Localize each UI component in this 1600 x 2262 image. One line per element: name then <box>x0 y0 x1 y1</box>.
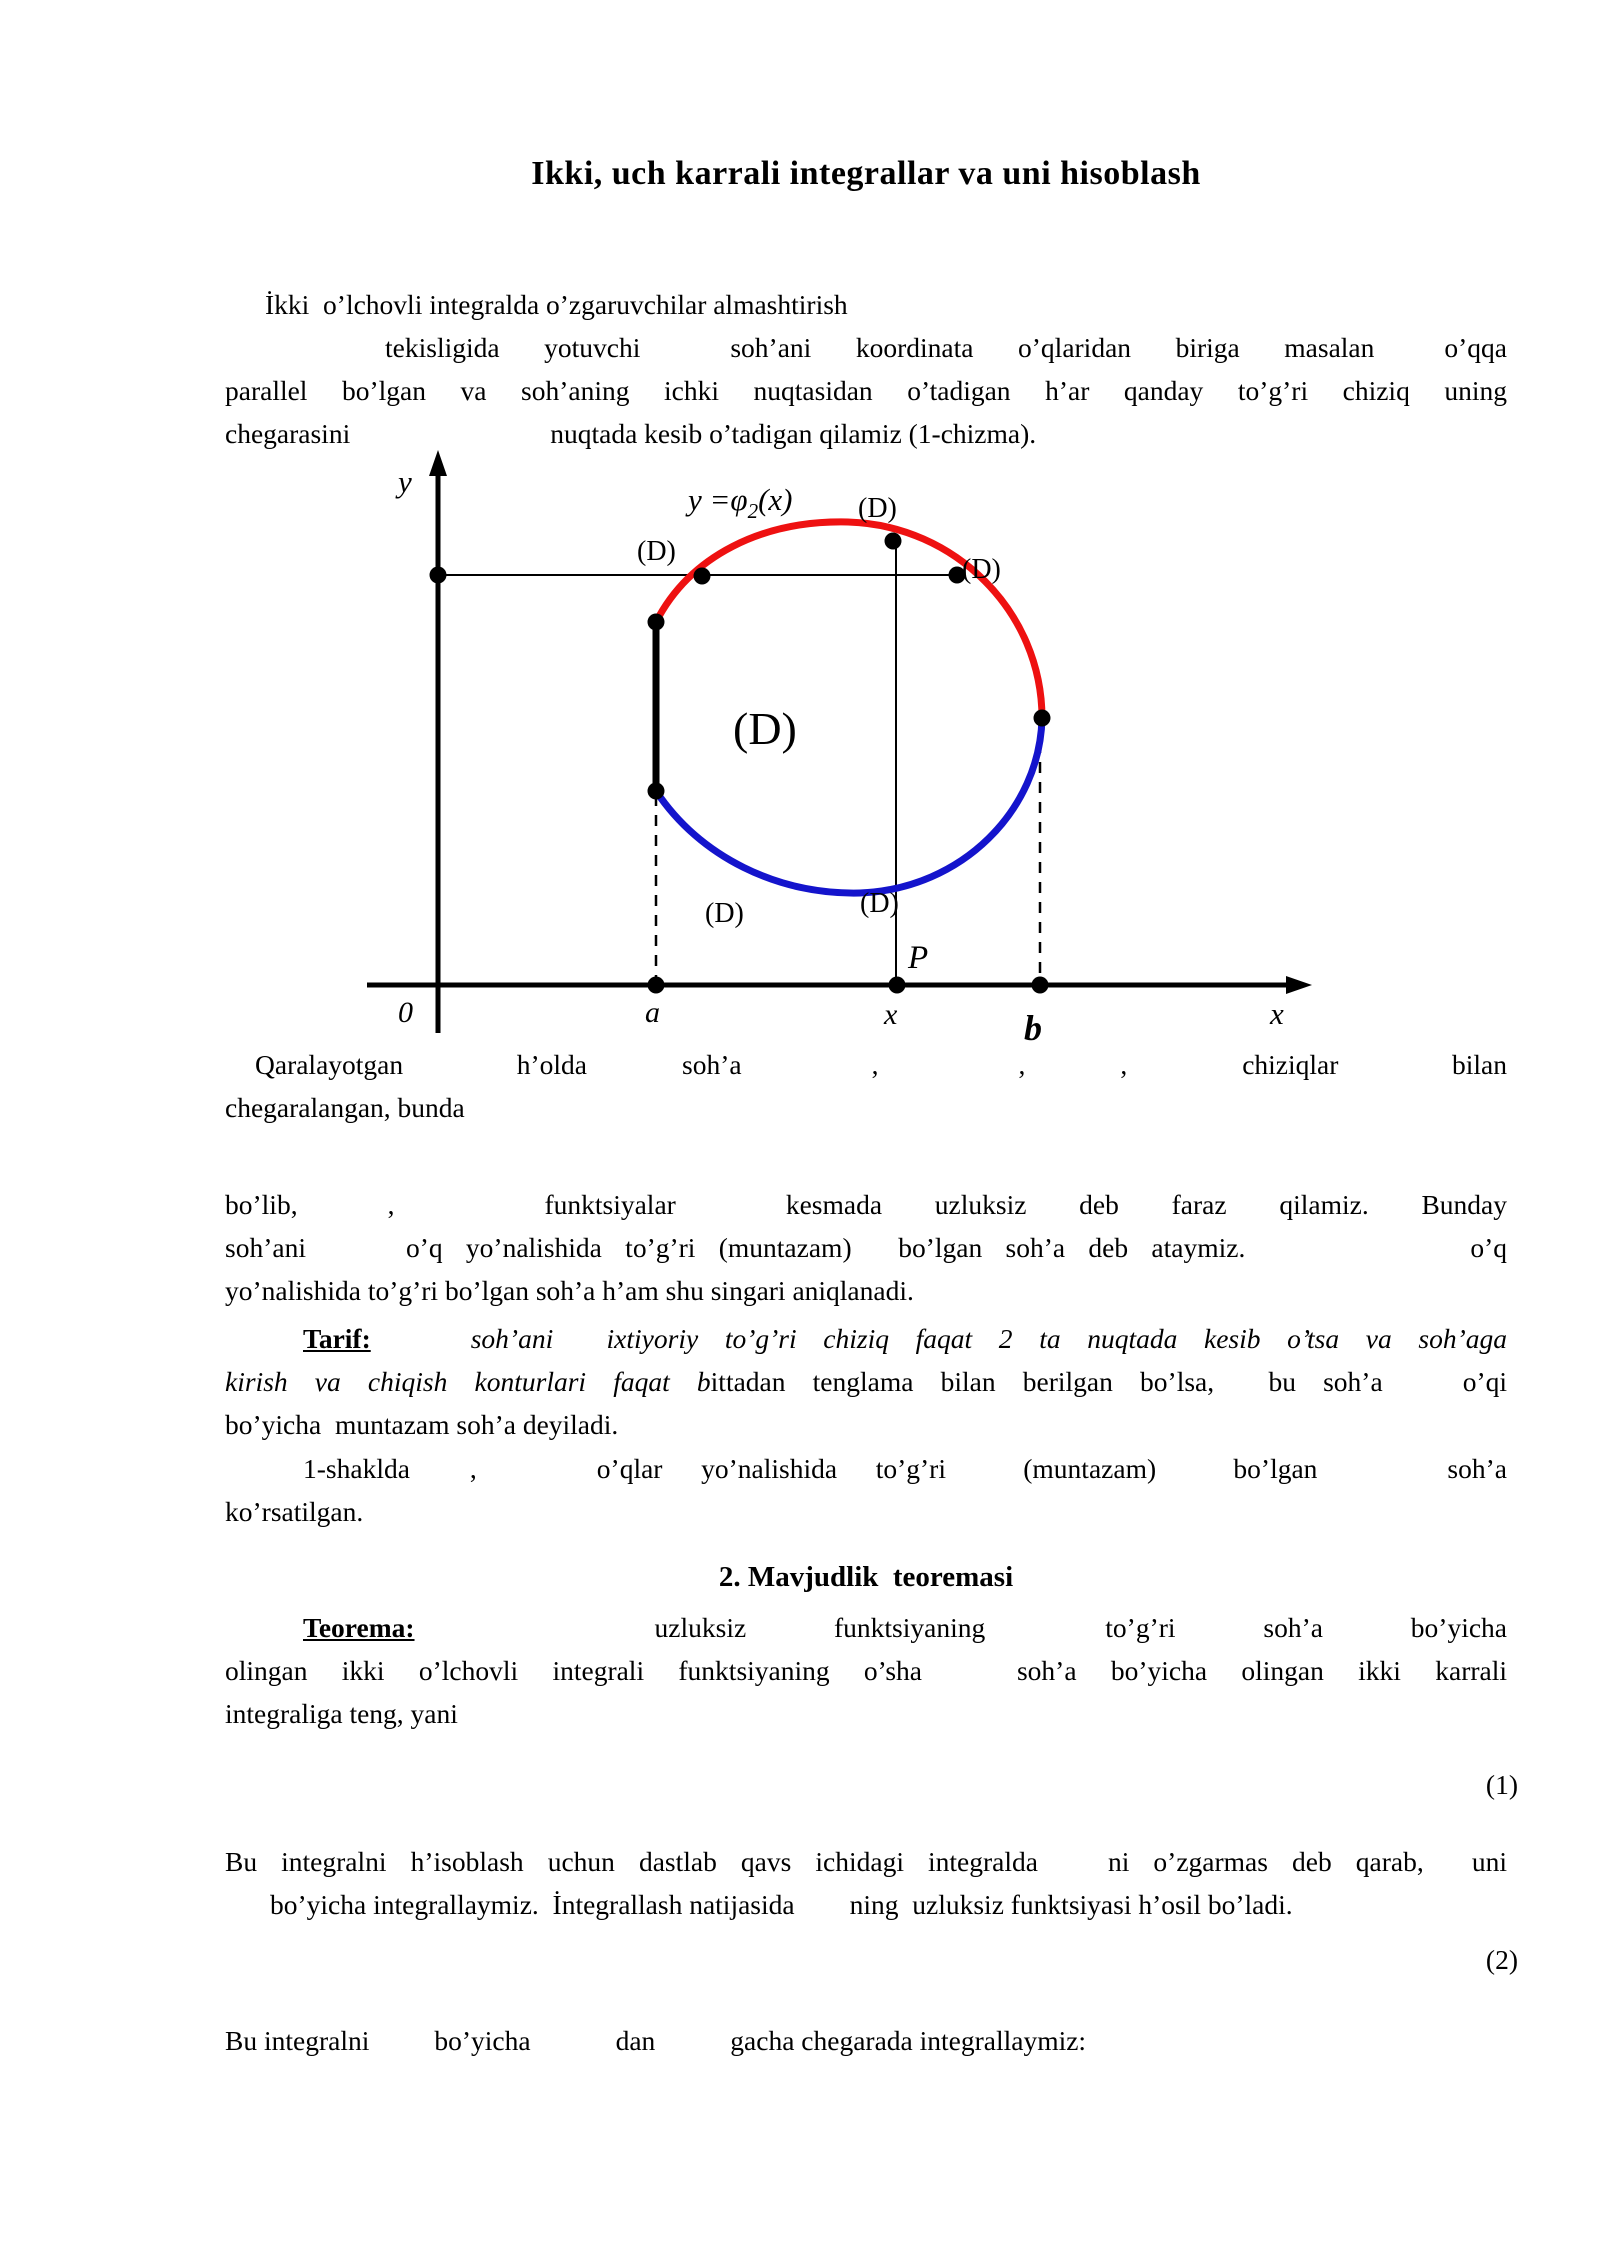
text-run: soh’ani ixtiyoriy to’g’ri chiziq faqat 2 ta nuqtada kesib o’tsa va soh’aga <box>470 1323 1507 1354</box>
equation-number-1: (1) <box>1485 1769 1518 1800</box>
text-run: uzluksiz funktsiyaning <box>654 1612 986 1643</box>
formula-placeholder <box>306 1255 406 1257</box>
curve-equation-label: $y =\varphi_2(x)$ <box>688 482 793 523</box>
text-line <box>225 1490 1507 1533</box>
formula-placeholder <box>350 441 550 443</box>
text-run: bo’lib, <box>225 1189 298 1220</box>
text-line <box>225 1883 1507 1926</box>
region-d-label-right: (D) <box>962 554 1001 585</box>
text-run: integraliga teng, yani <box>225 1698 458 1729</box>
formula-placeholder <box>985 1635 1105 1637</box>
formula-placeholder <box>225 1072 255 1074</box>
text-run: Bu integralni <box>225 2025 370 2056</box>
x-axis-label: x <box>1270 996 1284 1031</box>
text-run: soh’a <box>682 1049 742 1080</box>
text-run: parallel bo’lgan va soh’aning ichki nuqtasidan o’tadigan h’ar qanday to’g’ri chiziq uning <box>225 375 1507 406</box>
text-run: chegarasini <box>225 418 351 449</box>
text-run: , <box>1018 1049 1026 1080</box>
text-run: dan <box>615 2025 656 2056</box>
formula-placeholder <box>225 1346 303 1348</box>
text-run: o’qlar yo’nalishida to’g’ri (muntazam) bo’lgan <box>596 1453 1318 1484</box>
text-run: chegaralangan, bunda <box>225 1092 465 1123</box>
text-run: nuqtada kesib o’tadigan qilamiz (1-chizma). <box>550 418 1037 449</box>
text-line <box>225 1226 1507 1269</box>
text-line <box>225 1840 1507 1883</box>
text-run: kesmada uzluksiz deb faraz qilamiz. Bunday <box>785 1189 1507 1220</box>
text-line <box>225 326 1507 369</box>
formula-placeholder <box>225 312 265 314</box>
formula-placeholder <box>531 2048 616 2050</box>
formula-placeholder <box>410 1476 470 1478</box>
formula-placeholder <box>1317 1476 1447 1478</box>
upper-curve-phi2 <box>656 522 1042 718</box>
tick-a-label: a <box>645 996 660 1029</box>
text-run: bo’yicha <box>434 2025 531 2056</box>
paragraph-qaralayotgan <box>225 1043 1507 1129</box>
formula-placeholder <box>1374 355 1444 357</box>
formula-placeholder <box>369 2048 434 2050</box>
formula-placeholder <box>1038 1869 1108 1871</box>
figure-point <box>648 977 665 994</box>
text-line <box>225 1317 1507 1360</box>
text-line <box>225 369 1507 412</box>
figure-point <box>694 568 711 585</box>
formula-placeholder <box>655 2048 730 2050</box>
text-run: o’qqa <box>1444 332 1507 363</box>
formula-placeholder <box>1127 1072 1242 1074</box>
paragraph-tarif <box>225 1317 1507 1446</box>
section-heading-mavjudlik: 2. Mavjudlik teoremasi <box>718 1561 1014 1593</box>
text-run: soh’a bo’yicha olingan ikki karrali <box>1016 1655 1507 1686</box>
text-run: yo’nalishida to’g’ri bo’lgan soh’a h’am shu singari aniqlanadi. <box>225 1275 914 1306</box>
text-run: o’q <box>1470 1232 1507 1263</box>
text-run: soh’a <box>1447 1453 1507 1484</box>
figure-point <box>885 533 902 550</box>
text-run: to’g’ri soh’a bo’yicha <box>1105 1612 1508 1643</box>
paragraph-bu-integralni-boyicha <box>225 2019 1507 2062</box>
text-run: soh’ani <box>225 1232 306 1263</box>
y-axis-arrow <box>429 450 447 476</box>
region-d-label-center: (D) <box>733 703 797 754</box>
figure-1-chizma <box>360 445 1320 1045</box>
paragraph-bu-integralni-hisoblash <box>225 1840 1507 1926</box>
formula-placeholder <box>640 355 730 357</box>
text-run: 1-shaklda <box>303 1453 410 1484</box>
text-run: o’q yo’nalishida to’g’ri (muntazam) bo’lgan soh’a deb ataymiz. <box>405 1232 1246 1263</box>
origin-label: 0 <box>398 996 413 1029</box>
formula-placeholder <box>225 1476 303 1478</box>
figure-point <box>648 614 665 631</box>
text-line <box>225 1649 1507 1692</box>
text-line <box>225 1086 1507 1129</box>
figure-point <box>1034 710 1051 727</box>
y-axis-label: y <box>398 464 412 499</box>
lower-curve-phi1 <box>656 718 1042 893</box>
text-run: , <box>387 1189 395 1220</box>
text-run: funktsiyalar <box>544 1189 676 1220</box>
formula-placeholder <box>878 1072 1018 1074</box>
text-run: tekisligida yotuvchi <box>385 332 641 363</box>
paragraph-bolib <box>225 1183 1507 1312</box>
text-run: Bu integralni h’isoblash uchun dastlab qavs ichidagi integralda <box>225 1846 1038 1877</box>
text-run: ni o’zgarmas deb qarab, uni <box>1107 1846 1507 1877</box>
paragraph-intro <box>225 283 1507 455</box>
text-line <box>225 1606 1507 1649</box>
text-line <box>225 1183 1507 1226</box>
formula-placeholder <box>587 1072 682 1074</box>
region-d-label-bottom-left: (D) <box>705 898 744 929</box>
formula-placeholder <box>371 1346 471 1348</box>
formula-placeholder <box>225 1635 303 1637</box>
text-run: o’qi <box>1462 1366 1507 1397</box>
formula-placeholder <box>477 1476 597 1478</box>
equation-number-2: (2) <box>1485 1944 1518 1975</box>
formula-placeholder <box>394 1212 544 1214</box>
text-run: bo’yicha integrallaymiz. İntegrallash natijasida <box>270 1889 795 1920</box>
text-line <box>225 1692 1507 1735</box>
formula-placeholder <box>676 1212 786 1214</box>
text-run: gacha chegarada integrallaymiz: <box>730 2025 1087 2056</box>
formula-placeholder <box>298 1212 388 1214</box>
figure-point <box>889 977 906 994</box>
figure-point <box>1032 977 1049 994</box>
tick-b-label: b <box>1024 1008 1042 1045</box>
text-run: Qaralayotgan h’olda <box>255 1049 587 1080</box>
text-line <box>225 2019 1507 2062</box>
text-line <box>225 1043 1507 1086</box>
tick-x-label: x <box>884 998 898 1031</box>
text-run: bo’yicha muntazam soh’a deyiladi. <box>225 1409 619 1440</box>
paragraph-teorema <box>225 1606 1507 1735</box>
text-run: , <box>469 1453 477 1484</box>
text-run: , <box>1120 1049 1128 1080</box>
text-line <box>225 1360 1507 1403</box>
page-title: Ikki, uch karrali integrallar va uni hisoblash <box>531 155 1201 192</box>
formula-placeholder <box>225 1912 270 1914</box>
text-run: ning uzluksiz funktsiyasi h’osil bo’ladi. <box>849 1889 1293 1920</box>
text-line <box>225 1403 1507 1446</box>
text-run: soh’ani koordinata o’qlaridan biriga masalan <box>730 332 1375 363</box>
formula-placeholder <box>1245 1255 1470 1257</box>
text-run: Teorema: <box>303 1612 415 1643</box>
text-run: Tarif: <box>303 1323 371 1354</box>
text-run: İkki o’lchovli integralda o’zgaruvchilar almashtirish <box>265 289 848 320</box>
formula-placeholder <box>415 1635 655 1637</box>
text-run: chiziqlar bilan <box>1242 1049 1507 1080</box>
formula-placeholder <box>1025 1072 1120 1074</box>
figure-point <box>430 567 447 584</box>
formula-placeholder <box>225 355 385 357</box>
text-run: ittadan tenglama bilan berilgan bo’lsa, bu soh’a <box>710 1366 1383 1397</box>
text-line <box>225 283 1507 326</box>
formula-placeholder <box>742 1072 872 1074</box>
paragraph-1-shaklda <box>225 1447 1507 1533</box>
figure-point <box>648 783 665 800</box>
text-run: ko’rsatilgan. <box>225 1496 364 1527</box>
text-run: , <box>871 1049 879 1080</box>
text-line <box>225 1447 1507 1490</box>
formula-placeholder <box>922 1678 1017 1680</box>
formula-placeholder <box>795 1912 850 1914</box>
formula-placeholder <box>1383 1389 1463 1391</box>
text-run: kirish va chiqish konturlari faqat b <box>225 1366 711 1397</box>
text-line <box>225 1269 1507 1312</box>
region-d-label-top: (D) <box>858 493 897 524</box>
text-run: olingan ikki o’lchovli integrali funktsiyaning o’sha <box>225 1655 922 1686</box>
region-d-label-upper-left: (D) <box>637 536 676 567</box>
x-axis-arrow <box>1286 976 1312 994</box>
region-d-label-bottom-mid: (D) <box>860 888 899 919</box>
point-p-label: P <box>908 940 929 976</box>
